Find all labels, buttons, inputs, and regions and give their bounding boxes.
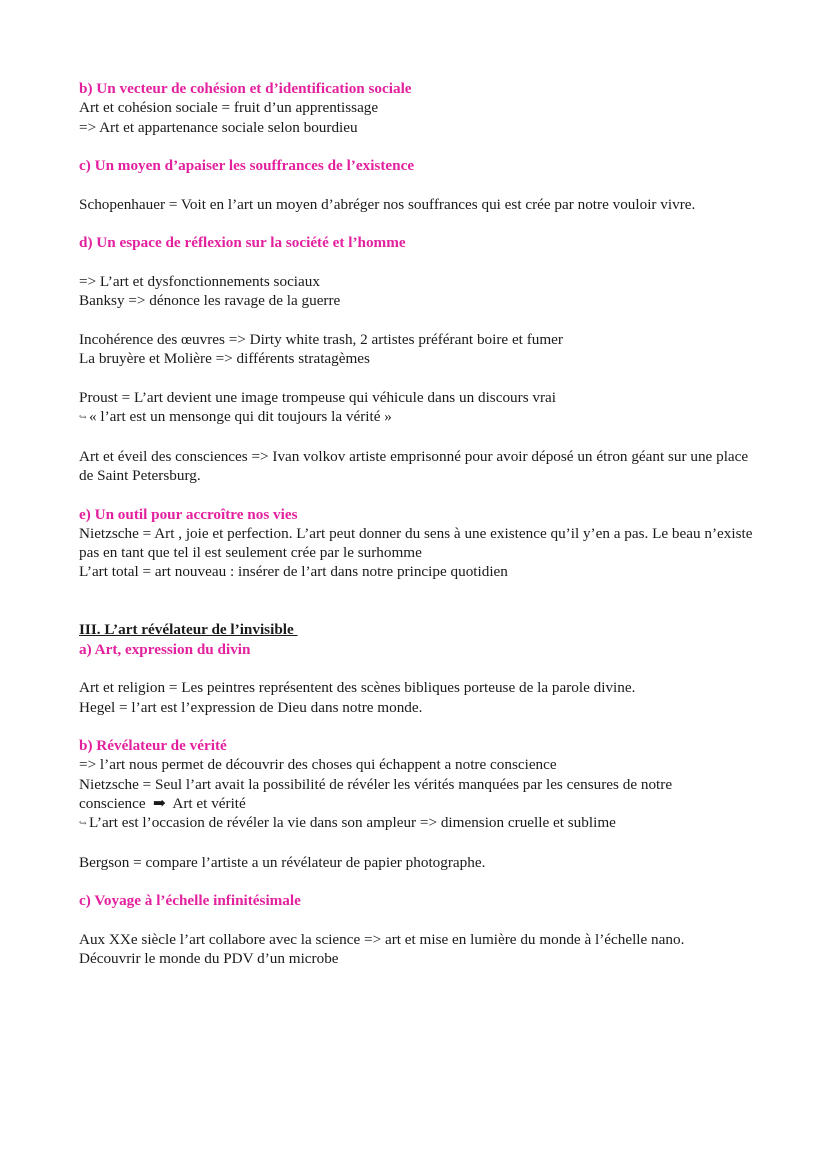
text-line: Hegel = l’art est l’expression de Dieu dans notre monde. xyxy=(79,698,423,716)
text-line-with-arrow xyxy=(79,407,759,427)
section-heading-a: a) Art, expression du divin xyxy=(79,640,251,658)
text-line-with-arrow xyxy=(79,794,759,813)
right-arrow-icon: ➡ xyxy=(153,794,166,812)
section-heading-c: c) Un moyen d’apaiser les souffrances de l’existence xyxy=(79,157,415,175)
text-line: Banksy => dénonce les ravage de la guerre xyxy=(79,292,341,310)
text-line-with-arrow xyxy=(79,813,759,833)
text-line: => Art et appartenance sociale selon bourdieu xyxy=(79,118,358,136)
section-heading-e: e) Un outil pour accroître nos vies xyxy=(79,505,298,523)
section-heading-b: b) Un vecteur de cohésion et d’identification sociale xyxy=(79,80,412,97)
text-fragment: L’art est l’occasion de révéler la vie dans son ampleur => dimension cruelle et sublime xyxy=(89,814,616,832)
curved-arrow-icon: ↪ xyxy=(79,412,87,423)
section-heading-b2: b) Révélateur de vérité xyxy=(79,737,227,755)
text-paragraph: Schopenhauer = Voit en l’art un moyen d’abréger nos souffrances qui est crée par notre vouloir vivre. xyxy=(79,195,696,213)
text-line: Aux XXe siècle l’art collabore avec la science => art et mise en lumière du monde à l’échelle nano. xyxy=(79,931,685,949)
text-line: Découvrir le monde du PDV d’un microbe xyxy=(79,950,339,968)
text-line: Incohérence des œuvres => Dirty white trash, 2 artistes préférant boire et fumer xyxy=(79,330,563,348)
text-line: Art et cohésion sociale = fruit d’un apprentissage xyxy=(79,99,379,117)
text-line: Nietzsche = Seul l’art avait la possibilité de révéler les vérités manquées par les censures de notre xyxy=(79,775,673,793)
text-line: Proust = L’art devient une image trompeuse qui véhicule dans un discours vrai xyxy=(79,388,557,406)
text-fragment: Art et vérité xyxy=(172,794,246,812)
text-fragment: conscience xyxy=(79,794,146,812)
section-heading-c2: c) Voyage à l’échelle infinitésimale xyxy=(79,892,301,910)
text-line: Bergson = compare l’artiste a un révélateur de papier photographe. xyxy=(79,853,486,871)
text-paragraph: Art et éveil des consciences => Ivan volkov artiste emprisonné pour avoir déposé un étron géant sur une place de Saint Petersburg. xyxy=(79,447,749,484)
section-heading-d: d) Un espace de réflexion sur la société et l’homme xyxy=(79,234,406,252)
text-line: L’art total = art nouveau : insérer de l’art dans notre principe quotidien xyxy=(79,563,508,581)
document-page xyxy=(79,79,759,969)
text-line: La bruyère et Molière => différents stratagèmes xyxy=(79,350,370,368)
text-line: Art et religion = Les peintres représentent des scènes bibliques porteuse de la parole divine. xyxy=(79,679,636,697)
text-line: => l’art nous permet de découvrir des choses qui échappent a notre conscience xyxy=(79,756,557,774)
part-title: III. L’art révélateur de l’invisible xyxy=(79,621,298,639)
text-line: => L’art et dysfonctionnements sociaux xyxy=(79,272,320,290)
quote-text: « l’art est un mensonge qui dit toujours la vérité » xyxy=(89,408,392,426)
curved-arrow-icon: ↪ xyxy=(79,818,87,829)
text-paragraph: Nietzsche = Art , joie et perfection. L’art peut donner du sens à une existence qu’il y’en a pas. Le beau n’existe pas en tant que tel il est seulement crée par le surhomme xyxy=(79,524,753,562)
